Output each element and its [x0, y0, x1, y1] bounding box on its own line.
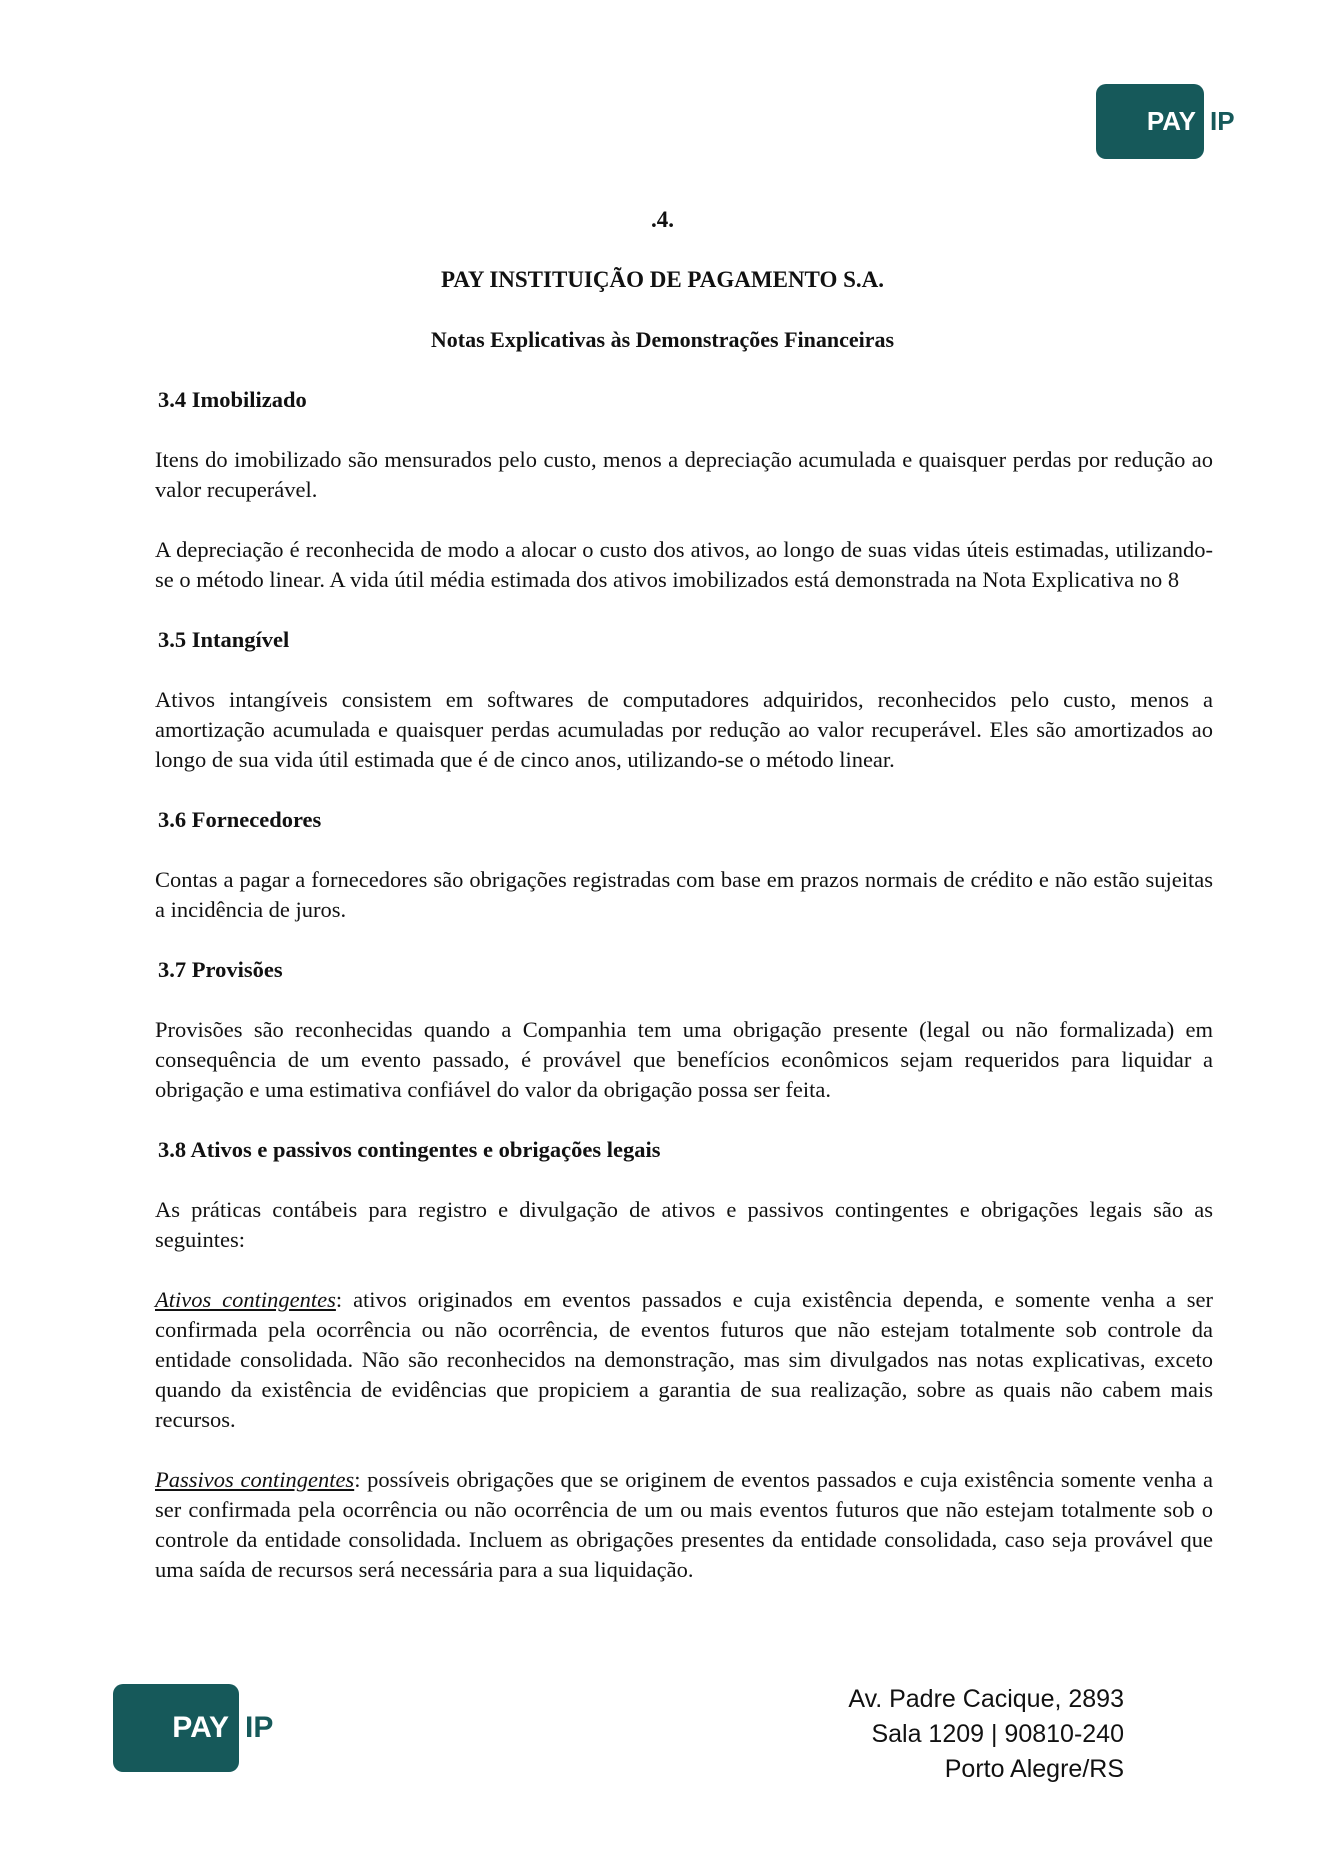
document-subtitle: Notas Explicativas às Demonstrações Financeiras	[430, 327, 895, 352]
footer-logo	[113, 1684, 273, 1772]
address-suite: Sala 1209 | 90810-240	[871, 1720, 1124, 1748]
logo-ip-text: IP	[245, 1711, 274, 1744]
term-definition: : possíveis obrigações que se originem de eventos passados e cuja existência somente venha a ser confirmada pela ocorrência ou não ocorrência de um ou mais eventos futuros que não estejam totalmente sob o controle da entidade consolidada. Incluem as obrigações presentes da entidade consolidada, caso seja provável que uma saída de recursos será necessária para a sua liquidação.	[155, 1467, 1213, 1582]
footer-address	[760, 1682, 1124, 1787]
document-body	[155, 385, 1213, 1615]
section-heading-provisoes: 3.7 Provisões	[158, 957, 283, 982]
logo-pay-box	[1096, 84, 1204, 159]
header-logo	[1096, 84, 1235, 159]
address-city: Porto Alegre/RS	[944, 1755, 1124, 1783]
address-street: Av. Padre Cacique, 2893	[848, 1685, 1124, 1713]
company-title: PAY INSTITUIÇÃO DE PAGAMENTO S.A.	[440, 267, 885, 292]
term-definition: : ativos originados em eventos passados e cuja existência dependa, e somente venha a ser confirmada pela ocorrência ou não ocorrência, de eventos futuros que não estejam totalmente sob controle da entidade consolidada. Não são reconhecidos na demonstração, mas sim divulgados nas notas explicativas, exceto quando da existência de evidências que propiciem a garantia de sua realização, sobre as quais não cabem mais recursos.	[155, 1287, 1213, 1432]
paragraph: Contas a pagar a fornecedores são obrigações registradas com base em prazos normais de crédito e não estão sujeitas a incidência de juros.	[155, 867, 1213, 922]
paragraph: Provisões são reconhecidas quando a Companhia tem uma obrigação presente (legal ou não formalizada) em consequência de um evento passado, é provável que benefícios econômicos sejam requeridos para liquidar a obrigação e uma estimativa confiável do valor da obrigação possa ser feita.	[155, 1017, 1213, 1102]
term-ativos-contingentes: Ativos contingentes	[155, 1287, 336, 1312]
section-heading-intangivel: 3.5 Intangível	[158, 627, 290, 652]
paragraph-ativos-contingentes	[155, 1285, 1213, 1435]
term-passivos-contingentes: Passivos contingentes	[155, 1467, 355, 1492]
paragraph: Itens do imobilizado são mensurados pelo custo, menos a depreciação acumulada e quaisquer perdas por redução ao valor recuperável.	[155, 447, 1213, 502]
paragraph: A depreciação é reconhecida de modo a alocar o custo dos ativos, ao longo de suas vidas úteis estimadas, utilizando-se o método linear. A vida útil média estimada dos ativos imobilizados está demonstrada na Nota Explicativa no 8	[155, 537, 1213, 592]
logo-pay-box	[113, 1684, 239, 1772]
section-heading-contingentes: 3.8 Ativos e passivos contingentes e obrigações legais	[158, 1137, 661, 1162]
section-heading-fornecedores: 3.6 Fornecedores	[158, 807, 322, 832]
logo-ip-text: IP	[1210, 106, 1235, 136]
paragraph: Ativos intangíveis consistem em softwares de computadores adquiridos, reconhecidos pelo custo, menos a amortização acumulada e quaisquer perdas acumuladas por redução ao valor recuperável. Eles são amortizados ao longo de sua vida útil estimada que é de cinco anos, utilizando-se o método linear.	[155, 687, 1213, 772]
paragraph: As práticas contábeis para registro e divulgação de ativos e passivos contingentes e obrigações legais são as seguintes:	[155, 1197, 1213, 1252]
section-heading-imobilizado: 3.4 Imobilizado	[158, 387, 307, 412]
page-number: .4.	[651, 207, 674, 232]
logo-pay-text: PAY	[172, 1711, 229, 1744]
logo-pay-text: PAY	[1146, 106, 1196, 136]
paragraph-passivos-contingentes	[155, 1465, 1213, 1585]
